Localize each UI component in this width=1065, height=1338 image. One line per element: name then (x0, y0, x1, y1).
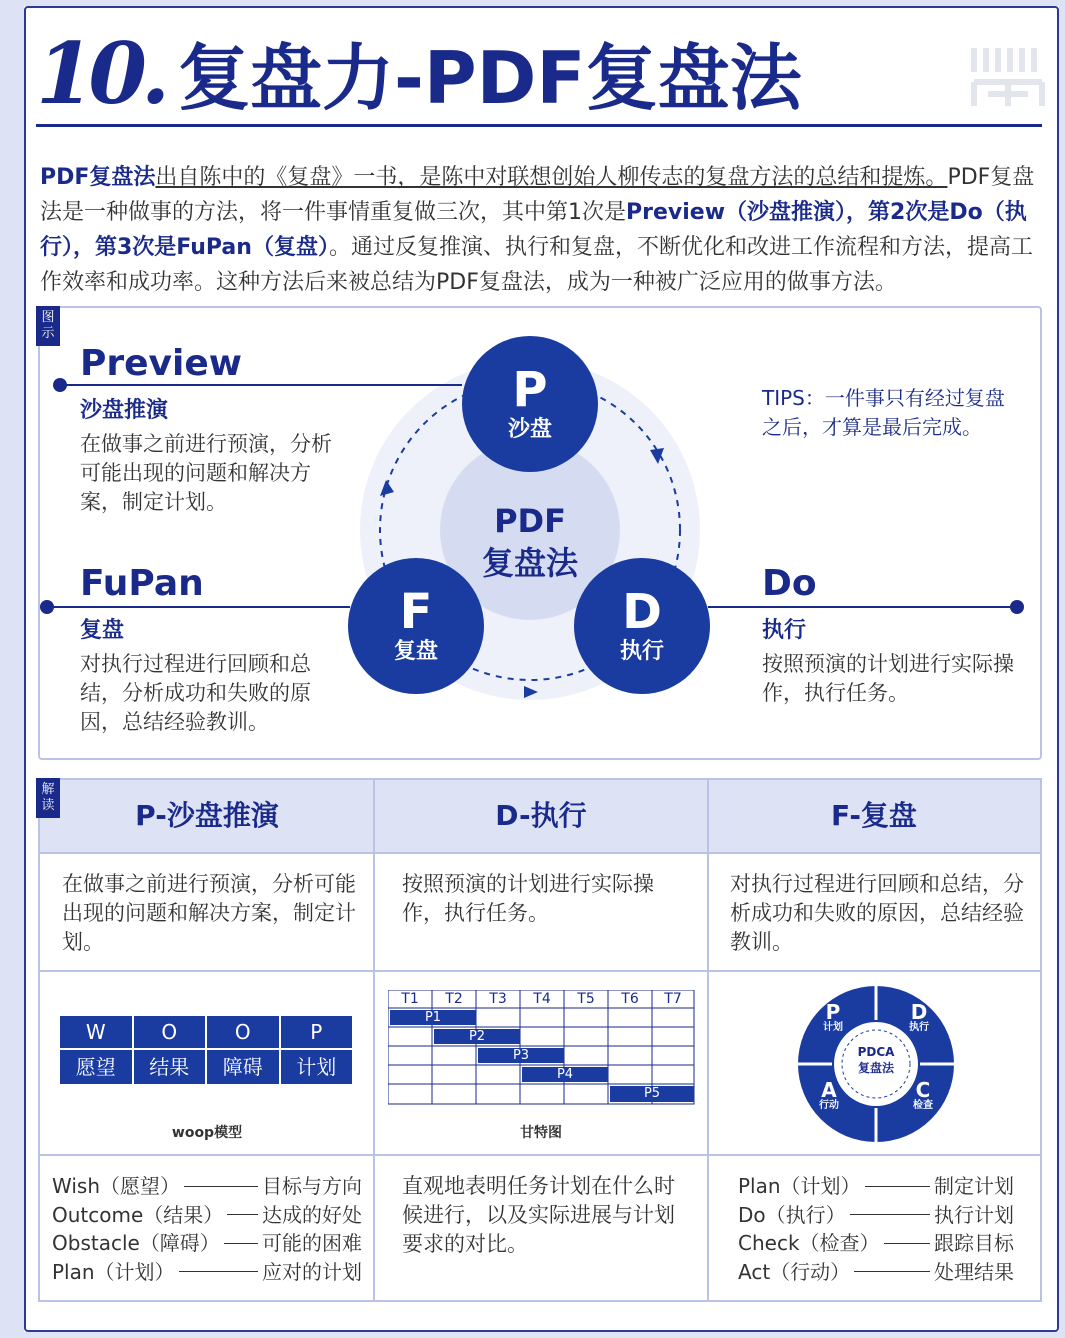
woop-legend (52, 1172, 362, 1286)
interpretation-table (38, 778, 1042, 1302)
intro-text: PDF复盘法是一种做事的方法，将一件事情重复做三次，其中第1次是 (40, 165, 1035, 225)
gantt-bar-label: P1 (424, 1010, 442, 1025)
brand-logo-mark (968, 42, 1048, 112)
cycle-center-line2: 复盘法 (481, 544, 578, 582)
woop-letter: W (60, 1016, 132, 1048)
table-divider (707, 780, 709, 1300)
fupan-line (46, 606, 350, 608)
gantt-bar-label: P2 (468, 1029, 486, 1044)
woop-label: 障碍 (207, 1050, 279, 1084)
preview-line (60, 384, 462, 386)
pdca-a-letter: A (821, 1078, 837, 1102)
tips-text: TIPS：一件事只有经过复盘之后，才算是最后完成。 (762, 386, 1005, 439)
intro-source: 出自陈中的《复盘》一书，是陈中对联想创始人柳传志的复盘方法的总结和提炼。 (155, 165, 948, 190)
pdca-legend-row (738, 1258, 1014, 1287)
circle-d (574, 558, 710, 694)
fupan-subtitle: 复盘 (80, 618, 125, 643)
circle-p (462, 336, 598, 472)
gantt-col-label: T4 (533, 991, 551, 1007)
pdca-legend-key: Act（行动） (738, 1259, 851, 1284)
pdca-c-label: 检查 (913, 1100, 933, 1111)
title-underline (36, 124, 1042, 127)
woop-legend-key: Wish（愿望） (52, 1174, 180, 1198)
woop-legend-key: Plan（计划） (52, 1259, 175, 1284)
intro-method-name: PDF复盘法 (40, 165, 156, 190)
gantt-header (388, 990, 694, 1008)
gantt-bar-label: P3 (512, 1048, 530, 1063)
gantt-col-label: T7 (664, 991, 682, 1007)
preview-subtitle: 沙盘推演 (80, 398, 169, 423)
pdca-legend-row (738, 1229, 1014, 1258)
table-rule (40, 852, 1040, 854)
circle-f-letter: F (399, 584, 433, 640)
pdca-a-label: 行动 (819, 1100, 839, 1111)
intro-text-end: 。通过反复推演、执行和复盘，不断优化和改进工作流程和方法，提高工作效率和成功率。这种方法后来被总结为PDF复盘法，成为一种被广泛应用的做事方法。 (40, 235, 1033, 295)
woop-letters-row (60, 1016, 352, 1048)
pdca-d-label: 执行 (909, 1022, 929, 1033)
pdca-legend (738, 1172, 1014, 1286)
pdca-legend-key: Check（检查） (738, 1231, 880, 1255)
diagram-tag: 图示 (36, 306, 60, 346)
cycle-center-label (440, 500, 620, 584)
do-line (708, 606, 1016, 608)
page-title: 复盘力-PDF复盘法 (178, 36, 802, 120)
woop-model (60, 1016, 352, 1084)
circle-p-label: 沙盘 (507, 417, 552, 442)
gantt-col-label: T6 (621, 991, 639, 1007)
pdca-center-line2: 复盘法 (857, 1061, 894, 1075)
woop-legend-value: 可能的困难 (262, 1231, 362, 1255)
pdca-legend-value: 制定计划 (934, 1174, 1014, 1198)
circle-d-letter: D (622, 584, 662, 640)
pdca-legend-value: 跟踪目标 (934, 1231, 1014, 1255)
woop-letter: O (207, 1016, 279, 1048)
woop-label: 结果 (134, 1050, 206, 1084)
table-tag: 解读 (36, 778, 60, 818)
gantt-col-label: T1 (401, 991, 419, 1007)
preview-title: Preview (80, 343, 243, 384)
pdca-legend-row (738, 1201, 1014, 1230)
pdca-legend-key: Do（执行） (738, 1202, 846, 1227)
circle-p-letter: P (512, 362, 548, 418)
woop-legend-value: 应对的计划 (262, 1259, 362, 1284)
gantt-bar-label: P5 (643, 1086, 661, 1101)
table-divider (373, 780, 375, 1300)
do-title: Do (762, 563, 817, 604)
gantt-col-label: T5 (577, 991, 595, 1007)
pdca-a (812, 1080, 846, 1112)
column-p-desc: 在做事之前进行预演，分析可能出现的问题和解决方案，制定计划。 (62, 872, 356, 954)
table-rule (40, 970, 1040, 972)
woop-caption: woop模型 (171, 1125, 243, 1141)
cycle-center-line1: PDF (494, 502, 566, 540)
woop-legend-row (52, 1229, 362, 1258)
woop-label: 计划 (281, 1050, 353, 1084)
woop-letter: O (134, 1016, 206, 1048)
pdca-legend-value: 处理结果 (934, 1259, 1014, 1284)
pdca-p-label: 计划 (823, 1022, 843, 1033)
title-number: 10. (36, 24, 165, 123)
pdca-c (906, 1080, 940, 1112)
column-d-desc: 按照预演的计划进行实际操作，执行任务。 (402, 872, 654, 925)
woop-legend-key: Outcome（结果） (52, 1202, 224, 1227)
pdca-p-letter: P (825, 1000, 841, 1024)
intro-steps: Preview（沙盘推演），第2次是Do（执行），第3次是FuPan（复盘） (40, 200, 1027, 260)
pdca-legend-row (738, 1172, 1014, 1201)
woop-legend-value: 达成的好处 (262, 1202, 362, 1227)
gantt-caption: 甘特图 (520, 1125, 562, 1141)
woop-label: 愿望 (60, 1050, 132, 1084)
table-rule (40, 1154, 1040, 1156)
column-f-desc: 对执行过程进行回顾和总结，分析成功和失败的原因，总结经验教训。 (730, 872, 1024, 954)
woop-legend-row (52, 1258, 362, 1287)
pdca-d-letter: D (910, 1000, 928, 1024)
circle-d-label: 执行 (619, 639, 664, 664)
woop-labels-row (60, 1050, 352, 1084)
woop-letter: P (281, 1016, 353, 1048)
fupan-title: FuPan (80, 563, 204, 604)
do-subtitle: 执行 (762, 618, 807, 643)
column-f-header: F-复盘 (708, 780, 1040, 852)
do-body: 按照预演的计划进行实际操作，执行任务。 (762, 652, 1014, 705)
pdca-legend-key: Plan（计划） (738, 1174, 861, 1198)
gantt-bar-label: P4 (556, 1067, 574, 1082)
column-d-header: D-执行 (374, 780, 708, 852)
pdca-d (902, 1002, 936, 1034)
pdca-center-line1: PDCA (857, 1045, 895, 1059)
preview-body: 在做事之前进行预演，分析可能出现的问题和解决方案，制定计划。 (80, 432, 332, 514)
fupan-body: 对执行过程进行回顾和总结，分析成功和失败的原因，总结经验教训。 (80, 652, 311, 734)
woop-legend-value: 目标与方向 (262, 1174, 362, 1198)
column-p-header: P-沙盘推演 (40, 780, 374, 852)
pdca-c-letter: C (915, 1078, 931, 1102)
woop-legend-row (52, 1172, 362, 1201)
gantt-col-label: T2 (445, 991, 463, 1007)
gantt-summary: 直观地表明任务计划在什么时候进行，以及实际进展与计划要求的对比。 (402, 1174, 675, 1256)
pdca-center-label (846, 1044, 906, 1076)
circle-f (348, 558, 484, 694)
intro-paragraph (40, 160, 1046, 300)
gantt-col-label: T3 (489, 991, 507, 1007)
brand-logo (968, 42, 1048, 112)
pdca-p (816, 1002, 850, 1034)
pdca-legend-value: 执行计划 (934, 1202, 1014, 1227)
circle-f-label: 复盘 (393, 639, 438, 664)
woop-legend-key: Obstacle（障碍） (52, 1231, 220, 1255)
woop-legend-row (52, 1201, 362, 1230)
